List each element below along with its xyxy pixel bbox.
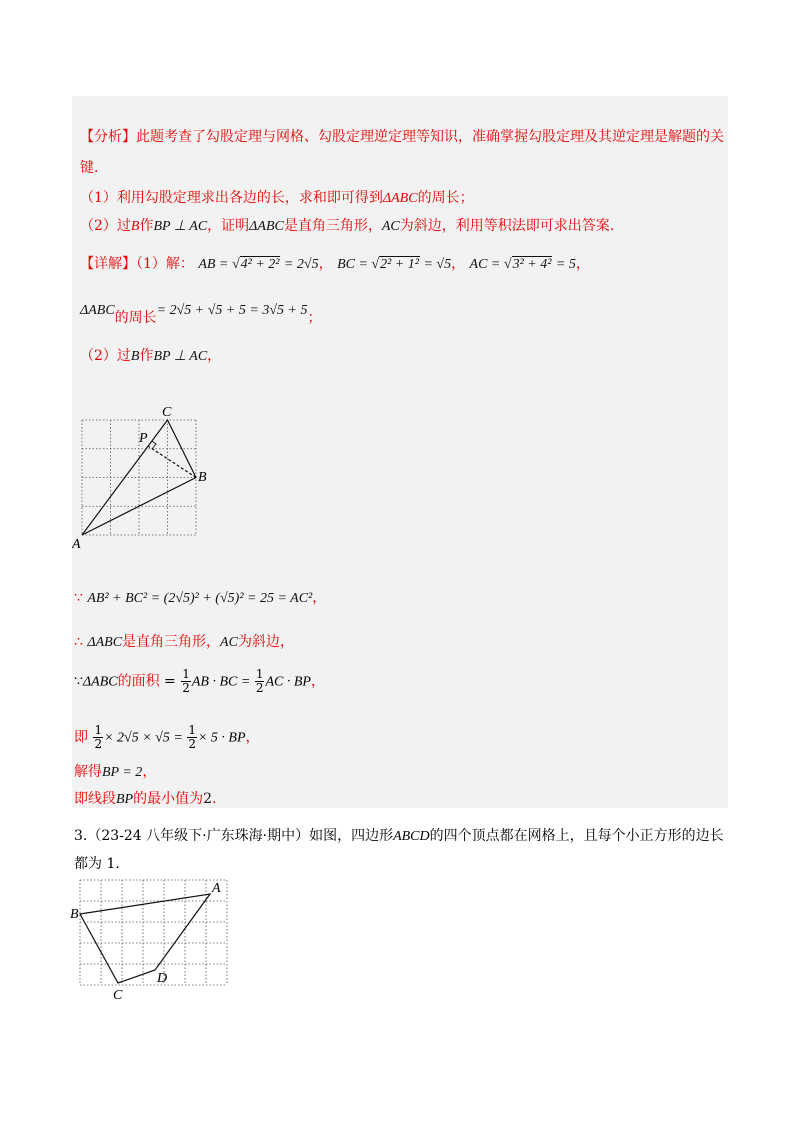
step2-point-b: B [130,219,140,234]
half-den-4: 2 [188,737,196,751]
bc-eq: BC = [337,257,372,272]
half-fraction-3 [93,724,103,751]
half-num-2: 1 [255,667,264,681]
pythag-check-expr: AB² + BC² = (2√5)² + (√5)² = 25 = AC² [87,591,313,606]
comma-1: ， [318,256,333,272]
bc-rad: 2² + 1² [380,257,419,272]
label-b: B [198,470,207,485]
step2-text-c: 作 [139,218,154,234]
quadrilateral-grid-figure [70,872,240,1002]
label-p: P [139,431,148,446]
detail-line-1 [80,254,590,275]
problem3-quad: ABCD [393,829,430,844]
area-expr-1: AB · BC = [191,674,254,690]
analysis-line-2 [80,158,98,178]
problem3-line-1 [74,826,724,847]
min-value: 2 [203,791,213,807]
ac-formula: AC = √3² + 4² = 5 [469,257,576,272]
therefore-end: 为斜边， [237,634,294,650]
therefore-line [74,632,294,653]
because-symbol-1: ∵ [74,590,83,606]
min-text-a: 即线段 [74,791,116,807]
because1-end: ， [312,590,327,606]
part2-text: （2）过 [80,348,131,364]
area-expr-2: AC · BP [265,674,311,690]
analysis-step-1 [80,188,474,209]
perimeter-label: 的周长 [114,310,157,326]
label-c-2: C [113,988,123,1002]
step2-text-i: 为斜边，利用等积法即可求出答案. [399,218,615,234]
half-num-3: 1 [94,723,103,737]
analysis-text-1: 此题考查了勾股定理与网格、勾股定理逆定理等知识，准确掌握勾股定理及其逆定理是解题的关 [136,129,724,145]
ac-res: = 5 [552,257,576,272]
therefore-text: 是直角三角形， [122,634,221,650]
analysis-text-2: 键. [80,160,99,176]
therefore-triangle: ΔABC [87,635,123,650]
solve-end: ， [142,764,157,780]
ab-res: = 2√5 [280,257,319,272]
label-b-2: B [70,907,79,922]
detail-part1: （1）解： [136,256,194,272]
analysis-tag: 【分析】 [80,129,136,145]
min-bp: BP [116,792,134,807]
ji-line [74,724,260,751]
ji-end: ， [245,729,260,746]
therefore-symbol: ∴ [74,634,83,650]
analysis-line-1 [80,127,724,147]
area-label: 的面积 [117,673,160,690]
detail-part2 [80,346,221,367]
step2-perp: BP ⊥ AC [153,219,208,234]
because-symbol-2: ∵ [74,673,83,690]
ji-expr-1: × 2√5 × √5 = [104,730,187,746]
label-a: A [72,537,81,550]
half-fraction-2 [255,668,265,695]
perimeter-end: ； [307,310,322,326]
step2-ac: AC [381,219,400,234]
min-line [74,789,216,810]
step2-text-a: （2）过 [80,218,131,234]
label-a-2: A [212,881,221,896]
therefore-ac: AC [220,635,238,650]
step1-triangle: ΔABC [382,191,418,206]
step2-text-e: ，证明 [207,218,250,234]
solve-text: 解得 [74,764,102,780]
problem3-line-2 [74,854,120,874]
half-num-1: 1 [182,667,190,681]
area-line: ∵ΔABC的面积 = $\frac{1}{2}$ AB · BC = $\frac{1}{2}$ AC · BP， [74,667,325,695]
ab-eq: AB = [198,257,232,272]
bc-res: = √5 [419,257,452,272]
half-num-4: 1 [188,723,196,737]
analysis-step-2 [80,216,614,237]
step2-text-g: 是直角三角形， [283,218,382,234]
min-text-c: 的最小值为 [133,791,204,807]
perimeter-line [80,300,322,326]
part2-b: B [130,349,140,364]
solve-line [74,762,156,783]
perimeter-expr: = 2√5 + √5 + 5 = 3√5 + 5 [156,303,308,318]
part2-c: 作 [139,348,154,364]
ac-eq: AC = [469,257,504,272]
problem3-text-a: 3.（23-24 八年级下·广东珠海·期中）如图，四边形 [74,828,394,844]
min-end: . [212,791,217,807]
ac-rad: 3² + 4² [512,257,552,272]
comma-2: ， [451,256,466,272]
comma-3: ， [575,256,590,272]
half-den-1: 2 [182,681,190,695]
ji-text: 即 [74,729,88,746]
problem3-text-c: 的四个顶点都在网格上，且每个小正方形的边长 [429,828,724,844]
ab-rad: 4² + 2² [240,257,280,272]
detail-tag: 【详解】 [80,256,136,272]
bc-formula: BC = √2² + 1² = √5 [337,257,452,272]
because-line-1 [74,588,326,609]
ab-formula: AB = √4² + 2² = 2√5 [198,257,319,272]
label-d-2: D [157,971,168,986]
perimeter-triangle: ΔABC [80,303,115,318]
area-triangle: ΔABC [82,674,118,690]
problem3-text-2: 都为 1. [74,856,120,872]
triangle-grid-figure [72,400,212,550]
part2-perp: BP ⊥ AC [153,349,208,364]
step1-text: （1）利用勾股定理求出各边的长，求和即可得到 [80,190,383,206]
step2-triangle: ΔABC [249,219,284,234]
half-den-2: 2 [255,681,264,695]
part2-end: ， [207,348,222,364]
area-end: ， [310,673,325,690]
solve-expr: BP = 2 [102,765,143,780]
half-den-3: 2 [94,737,103,751]
half-fraction-1 [181,668,191,695]
label-c: C [162,405,172,420]
step1-end: 的周长； [417,190,474,206]
ji-expr-2: × 5 · BP [197,730,246,746]
half-fraction-4 [187,724,197,751]
